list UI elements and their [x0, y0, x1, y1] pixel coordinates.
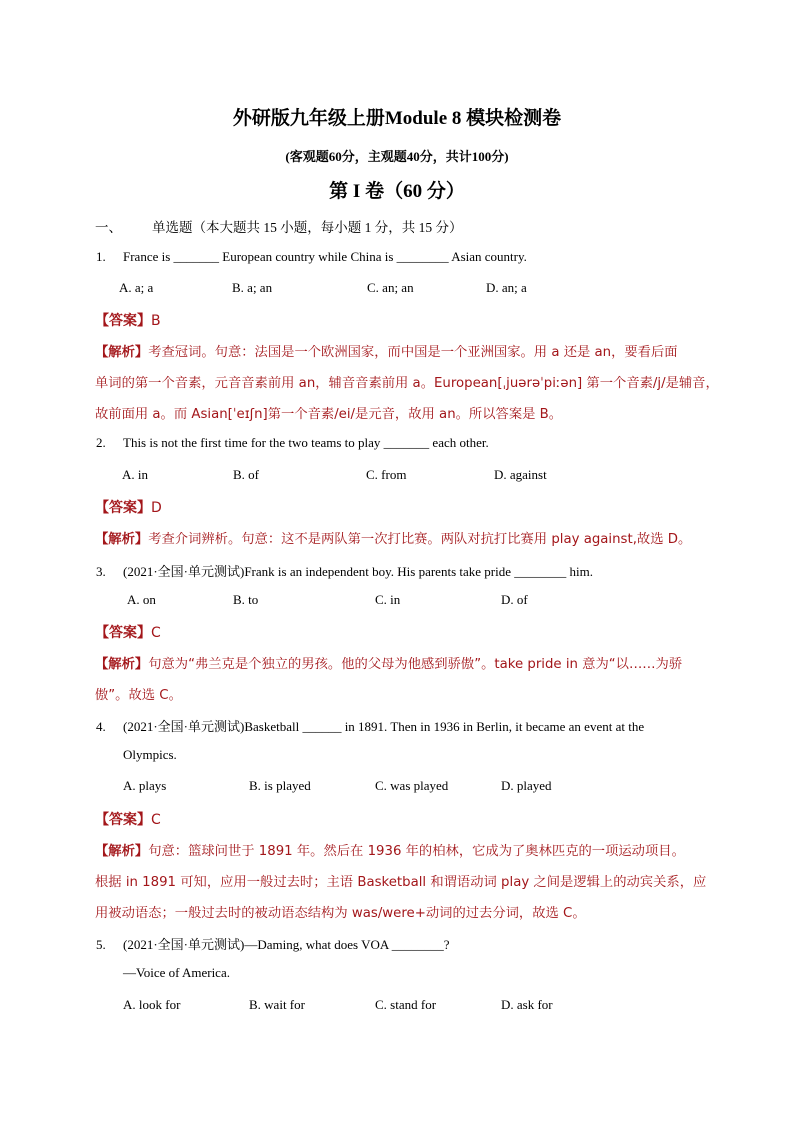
analysis-2-line-1: 【解析】考查介词辨析。句意：这不是两队第一次打比赛。两队对抗打比赛用 play against,故选 D。 [95, 532, 692, 547]
option-d: D. an; a [486, 280, 527, 295]
question-number: 3. [96, 564, 106, 579]
answer-2 [95, 497, 162, 517]
option-a: A. in [122, 467, 148, 482]
answer-value: C [151, 625, 161, 641]
option-a: A. plays [123, 778, 167, 793]
option-b: B. to [233, 592, 259, 607]
analysis-3-line-1: 【解析】句意为“弗兰克是个独立的男孩。他的父母为他感到骄傲”。take pride in 意为“以……为骄 [95, 657, 683, 672]
answer-4 [95, 809, 161, 829]
answer-value: D [151, 500, 162, 516]
option-b: B. of [233, 467, 259, 482]
answer-tag: 【答案】 [95, 625, 151, 641]
question-5 [96, 934, 450, 953]
analysis-4-line-2: 根据 in 1891 可知，应用一般过去时；主语 Basketball 和谓语动词 play 之间是逻辑上的动宾关系，应 [95, 875, 707, 890]
section-number: 一、 [95, 220, 122, 235]
option-a: A. a; a [119, 280, 154, 295]
score-subtitle: (客观题60分，主观题40分，共计100分) [285, 149, 509, 164]
question-3 [96, 561, 593, 580]
page-title: 外研版九年级上册Module 8 模块检测卷 [232, 108, 562, 129]
option-c: C. an; an [367, 280, 414, 295]
option-c: C. from [366, 467, 407, 482]
option-d: D. ask for [501, 997, 553, 1012]
option-a: A. on [127, 592, 156, 607]
section-label: 单选题（本大题共 15 小题，每小题 1 分，共 15 分） [152, 220, 463, 235]
answer-tag: 【答案】 [95, 500, 151, 516]
option-a: A. look for [123, 997, 181, 1012]
question-text: This is not the first time for the two teams to play _______ each other. [123, 435, 489, 450]
answer-3 [95, 622, 161, 642]
answer-tag: 【答案】 [95, 812, 151, 828]
option-c: C. was played [375, 778, 449, 793]
question-1 [96, 249, 527, 265]
question-5-reply: —Voice of America. [123, 965, 230, 980]
analysis-tag: 【解析】 [95, 345, 149, 360]
option-b: B. wait for [249, 997, 305, 1012]
question-4 [96, 716, 644, 735]
answer-tag: 【答案】 [95, 313, 151, 329]
answer-1 [95, 310, 161, 330]
question-number: 5. [96, 937, 106, 952]
option-c: C. stand for [375, 997, 437, 1012]
option-c: C. in [375, 592, 401, 607]
question-2 [96, 435, 489, 451]
question-text: (2021·全国·单元测试)Basketball ______ in 1891. Then in 1936 in Berlin, it became an event at the [123, 719, 645, 734]
analysis-1-line-3: 故前面用 a。而 Asian[ˈeɪʃn]第一个音素/ei/是元音，故用 an。所以答案是 B。 [95, 407, 563, 422]
section-heading [95, 216, 463, 236]
analysis-3-line-2: 傲”。故选 C。 [95, 688, 182, 703]
option-d: D. played [501, 778, 552, 793]
answer-value: B [151, 313, 161, 329]
question-text: (2021·全国·单元测试)Frank is an independent boy. His parents take pride ________ him. [123, 564, 593, 579]
answer-value: C [151, 812, 161, 828]
analysis-1-line-2: 单词的第一个音素，元音音素前用 an，辅音音素前用 a。European[ˌjuərəˈpiːən] 第一个音素/j/是辅音， [95, 376, 719, 391]
question-number: 4. [96, 719, 106, 734]
analysis-4-line-1: 【解析】句意：篮球问世于 1891 年。然后在 1936 年的柏林，它成为了奥林匹克的一项运动项目。 [95, 844, 685, 859]
option-d: D. against [494, 467, 547, 482]
question-text: France is _______ European country while China is ________ Asian country. [123, 249, 527, 264]
option-b: B. is played [249, 778, 311, 793]
analysis-tag: 【解析】 [95, 844, 149, 859]
analysis-tag: 【解析】 [95, 657, 149, 672]
option-d: D. of [501, 592, 528, 607]
question-number: 2. [96, 435, 106, 450]
question-4-continued: Olympics. [123, 747, 177, 762]
volume-heading: 第 I 卷（60 分） [329, 181, 465, 202]
option-b: B. a; an [232, 280, 273, 295]
analysis-1-line-1: 【解析】考查冠词。句意：法国是一个欧洲国家，而中国是一个亚洲国家。用 a 还是 an，要看后面 [95, 345, 678, 360]
analysis-tag: 【解析】 [95, 532, 149, 547]
question-text: (2021·全国·单元测试)—Daming, what does VOA ________? [123, 937, 450, 952]
question-number: 1. [96, 249, 106, 264]
analysis-4-line-3: 用被动语态；一般过去时的被动语态结构为 was/were+动词的过去分词，故选 C。 [95, 906, 586, 921]
